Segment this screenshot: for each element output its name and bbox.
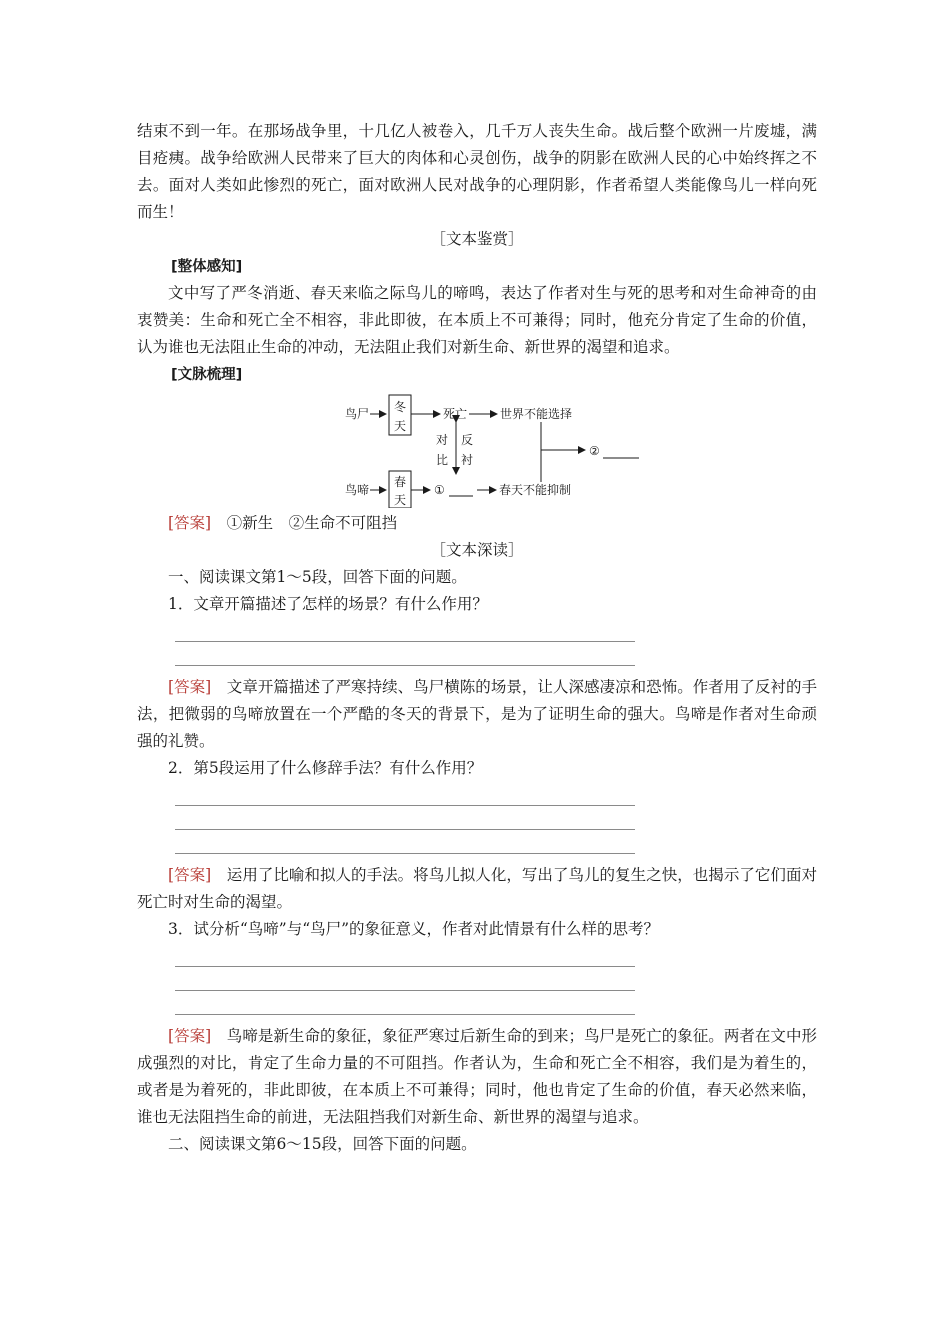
question-2: 2．第5段运用了什么修辞手法？有什么作用？ — [168, 759, 483, 777]
diagram-bird-call: 鸟啼 — [345, 483, 370, 497]
diagram-foil-2: 衬 — [461, 453, 474, 467]
answer-line — [175, 642, 635, 666]
answer-lines-2 — [137, 782, 817, 854]
diagram-spring-unstoppable: 春天不能抑制 — [499, 483, 572, 497]
deep-reading-heading: ［文本深读］ — [430, 541, 524, 559]
structure-tag-line — [137, 361, 817, 388]
diagram-world-no-choice: 世界不能选择 — [500, 407, 573, 421]
overview-tag: [整体感知] — [171, 259, 243, 275]
diagram-winter-1: 冬 — [394, 400, 407, 414]
answer-line — [175, 943, 635, 967]
appreciation-heading: ［文本鉴赏］ — [430, 230, 524, 248]
diagram-answer-label: [答案] — [168, 514, 212, 532]
answer-1-label: [答案] — [168, 678, 212, 696]
intro-paragraph: 结束不到一年。在那场战争里，十几亿人被卷入，几千万人丧失生命。战后整个欧洲一片废墟，满目疮痍。战争给欧洲人民带来了巨大的肉体和心灵创伤，战争的阴影在欧洲人民的心中始终挥之不去。面对人类如此惨烈的死亡，面对欧洲人民对战争的心理阴影，作者希望人类能像鸟儿一样向死而生！ — [137, 122, 817, 221]
diagram-death: 死亡 — [443, 407, 468, 421]
question-1: 1．文章开篇描述了怎样的场景？有什么作用？ — [168, 595, 488, 613]
diagram-spring-1: 春 — [394, 475, 407, 489]
structure-diagram-svg — [137, 392, 817, 508]
answer-3-label: [答案] — [168, 1027, 212, 1045]
document-page — [137, 118, 817, 1158]
diagram-blank-1: ① — [434, 483, 445, 497]
answer-lines-3 — [137, 943, 817, 1015]
overview-tag-line — [137, 253, 817, 280]
answer-line — [175, 830, 635, 854]
answer-line — [175, 618, 635, 642]
diagram-blank-2: ② — [589, 444, 600, 458]
answer-1-text: 文章开篇描述了严寒持续、鸟尸横陈的场景，让人深感凄凉和恐怖。作者用了反衬的手法，把微弱的鸟啼放置在一个严酷的冬天的背景下，是为了证明生命的强大。鸟啼是作者对生命顽强的礼赞。 — [137, 678, 817, 750]
diagram-bird-corpse: 鸟尸 — [345, 407, 370, 421]
answer-2 — [137, 862, 817, 916]
answer-1 — [137, 674, 817, 755]
diagram-winter-2: 天 — [394, 419, 407, 433]
answer-line — [175, 806, 635, 830]
part2-title: 二、阅读课文第6～15段，回答下面的问题。 — [168, 1135, 477, 1153]
overview-paragraph: 文中写了严冬消逝、春天来临之际鸟儿的啼鸣，表达了作者对生与死的思考和对生命神奇的由衷赞美：生命和死亡全不相容，非此即彼，在本质上不可兼得；同时，他充分肯定了生命的价值，认为谁也无法阻止生命的冲动，无法阻止我们对新生命、新世界的渴望和追求。 — [137, 284, 817, 356]
answer-3-text: 鸟啼是新生命的象征，象征严寒过后新生命的到来；鸟尸是死亡的象征。两者在文中形成强烈的对比，肯定了生命力量的不可阻挡。作者认为，生命和死亡全不相容，我们是为着生的，或者是为着死的，非此即彼，在本质上不可兼得；同时，他也肯定了生命的价值，春天必然来临，谁也无法阻挡生命的前进，无法阻挡我们对新生命、新世界的渴望与追求。 — [137, 1027, 817, 1126]
answer-2-text: 运用了比喻和拟人的手法。将鸟儿拟人化，写出了鸟儿的复生之快，也揭示了它们面对死亡时对生命的渴望。 — [137, 866, 817, 911]
diagram-answer-text: ①新生 ②生命不可阻挡 — [226, 514, 398, 532]
diagram-answer-line — [137, 510, 817, 537]
structure-diagram — [137, 392, 817, 508]
answer-3 — [137, 1023, 817, 1131]
diagram-spring-2: 天 — [394, 493, 407, 507]
part1-title: 一、阅读课文第1～5段，回答下面的问题。 — [168, 568, 467, 586]
structure-tag: [文脉梳理] — [171, 367, 243, 383]
answer-line — [175, 967, 635, 991]
diagram-contrast-2: 比 — [436, 453, 449, 467]
diagram-contrast-1: 对 — [436, 433, 449, 447]
diagram-foil-1: 反 — [461, 433, 474, 447]
answer-line — [175, 782, 635, 806]
answer-line — [175, 991, 635, 1015]
question-3: 3．试分析“鸟啼”与“鸟尸”的象征意义，作者对此情景有什么样的思考？ — [168, 920, 660, 938]
answer-2-label: [答案] — [168, 866, 212, 884]
answer-lines-1 — [137, 618, 817, 666]
